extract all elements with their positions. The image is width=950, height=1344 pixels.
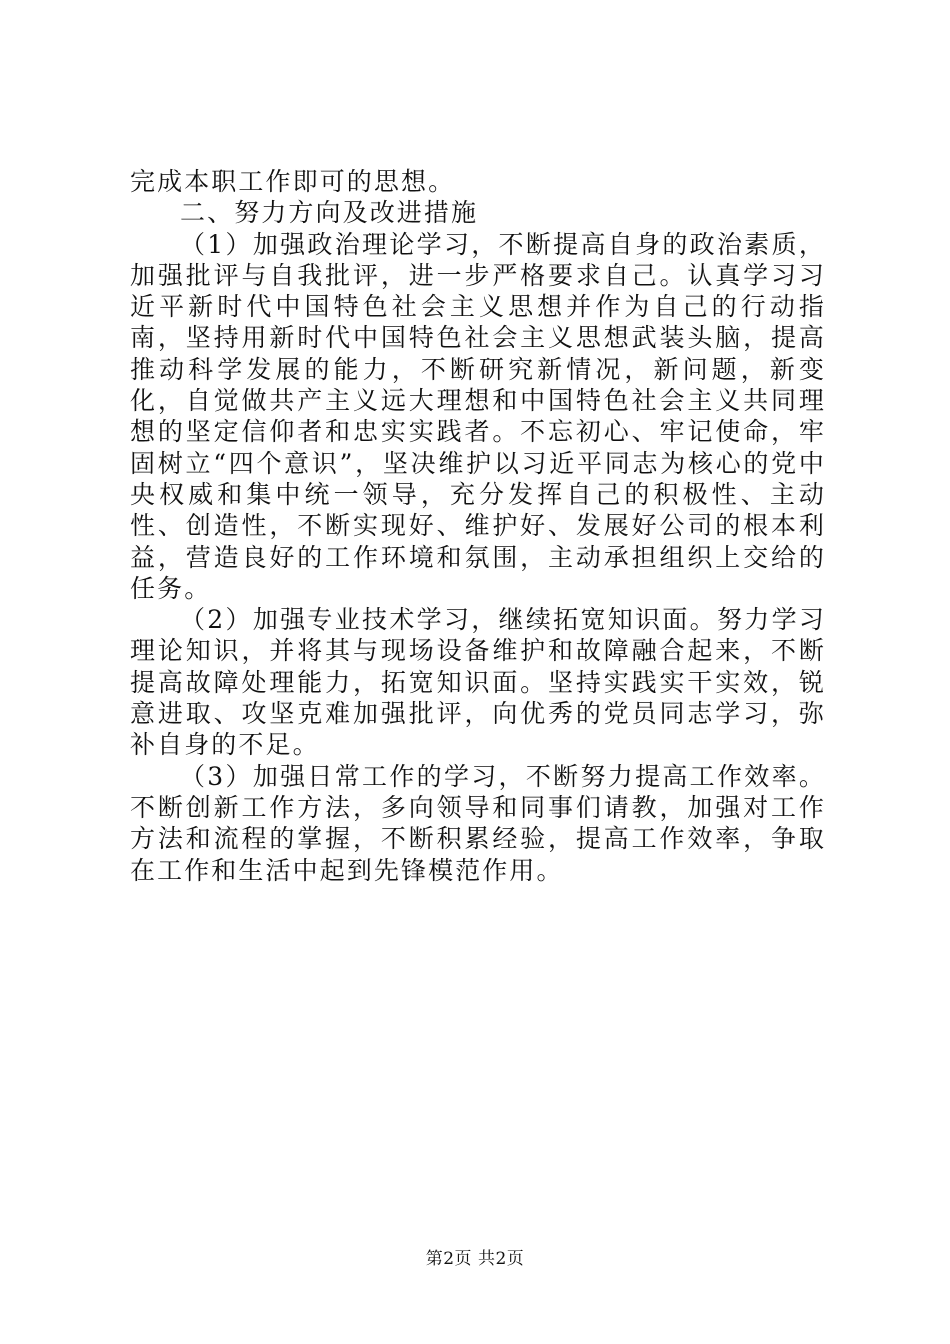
page-footer: 第2页 共2页: [425, 1249, 525, 1269]
paragraph-item-2: （2）加强专业技术学习，继续拓宽知识面。努力学习理论知识，并将其与现场设备维护和故障融合起来，不断提高故障处理能力，拓宽知识面。坚持实践实干实效，锐意进取、攻坚克难加强批评，向优秀的党员同志学习，弥补自身的不足。: [130, 605, 826, 760]
section-heading: 二、努力方向及改进措施: [180, 198, 479, 228]
document-body: [130, 166, 826, 886]
paragraph-item-3: （3）加强日常工作的学习，不断努力提高工作效率。不断创新工作方法，多向领导和同事们请教，加强对工作方法和流程的掌握，不断积累经验，提高工作效率，争取在工作和生活中起到先锋模范作用。: [130, 761, 826, 885]
paragraph-continuation: 完成本职工作即可的思想。: [130, 167, 456, 196]
paragraph-item-1: （1）加强政治理论学习，不断提高自身的政治素质，加强批评与自我批评，进一步严格要求自己。认真学习习近平新时代中国特色社会主义思想并作为自己的行动指南，坚持用新时代中国特色社会主义思想武装头脑，提高推动科学发展的能力，不断研究新情况，新问题，新变化，自觉做共产主义远大理想和中国特色社会主义共同理想的坚定信仰者和忠实实践者。不忘初心、牢记使命，牢固树立“四个意识”，坚决维护以习近平同志为核心的党中央权威和集中统一领导，充分发挥自己的积极性、主动性、创造性，不断实现好、维护好、发展好公司的根本利益，营造良好的工作环境和氛围，主动承担组织上交给的任务。: [130, 229, 826, 603]
